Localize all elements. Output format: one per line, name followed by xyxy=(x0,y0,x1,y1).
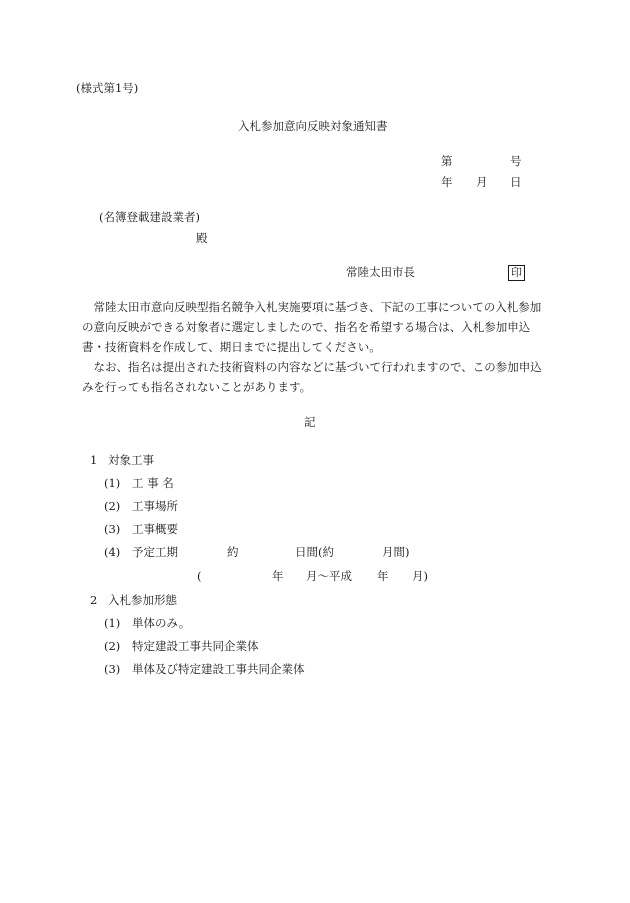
period-year: 年 xyxy=(272,569,284,583)
item-label-work-name: 工 事 名 xyxy=(132,476,174,490)
item-label-single-and-joint: 単体及び特定建設工事共同企業体 xyxy=(132,662,305,676)
ki-heading: 記 xyxy=(304,415,316,429)
item-label-single-only: 単体のみ。 xyxy=(132,616,191,630)
body-paragraph-2: なお、指名は提出された技術資料の内容などに基づいて行われますので、この参加申込みを行っても指名されないことがあります。 xyxy=(82,360,542,394)
item-label-joint-venture: 特定建設工事共同企業体 xyxy=(132,639,259,653)
period-month-to: 月～平成 xyxy=(306,569,352,583)
date-day: 日 xyxy=(510,175,522,189)
sender-name: 常陸太田市長 xyxy=(346,265,415,279)
item-num: (3) xyxy=(104,662,121,676)
section1-heading: 対象工事 xyxy=(108,453,154,467)
body-paragraph-1: 常陸太田市意向反映型指名競争入札実施要項に基づき、下記の工事についての入札参加の意向反映ができる対象者に選定しましたので、指名を希望する場合は、入札参加申込書・技術資料を作成して、期日までに提出してください。 xyxy=(82,300,542,354)
period-paren-open: ( xyxy=(197,569,202,583)
section2-heading: 入札参加形態 xyxy=(108,593,177,607)
addressee-label: (名簿登載建設業者) xyxy=(99,210,200,224)
item-label-scheduled-period: 予定工期 xyxy=(132,545,178,559)
period-days: 日間(約 xyxy=(295,545,334,559)
document-title: 入札参加意向反映対象通知書 xyxy=(238,119,388,133)
item-num: (4) xyxy=(104,545,121,559)
item-num: (2) xyxy=(104,639,121,653)
period-about: 約 xyxy=(227,545,239,559)
section2-number: 2 xyxy=(90,593,98,607)
date-month: 月 xyxy=(476,175,488,189)
item-label-work-location: 工事場所 xyxy=(132,499,178,513)
item-num: (2) xyxy=(104,499,121,513)
seal-mark xyxy=(508,265,525,281)
period-months: 月間) xyxy=(382,545,410,559)
item-num: (1) xyxy=(104,616,121,630)
item-num: (1) xyxy=(104,476,121,490)
addressee-honorific: 殿 xyxy=(196,231,208,245)
period-month-close: 月) xyxy=(412,569,428,583)
date-year: 年 xyxy=(441,175,453,189)
period-year-2: 年 xyxy=(377,569,389,583)
form-number: (様式第1号) xyxy=(76,81,139,95)
doc-number-suffix: 号 xyxy=(510,154,522,168)
item-label-work-summary: 工事概要 xyxy=(132,522,178,536)
doc-number-prefix: 第 xyxy=(441,154,453,168)
seal-text: 印 xyxy=(508,265,525,281)
item-num: (3) xyxy=(104,522,121,536)
section1-number: 1 xyxy=(90,453,98,467)
